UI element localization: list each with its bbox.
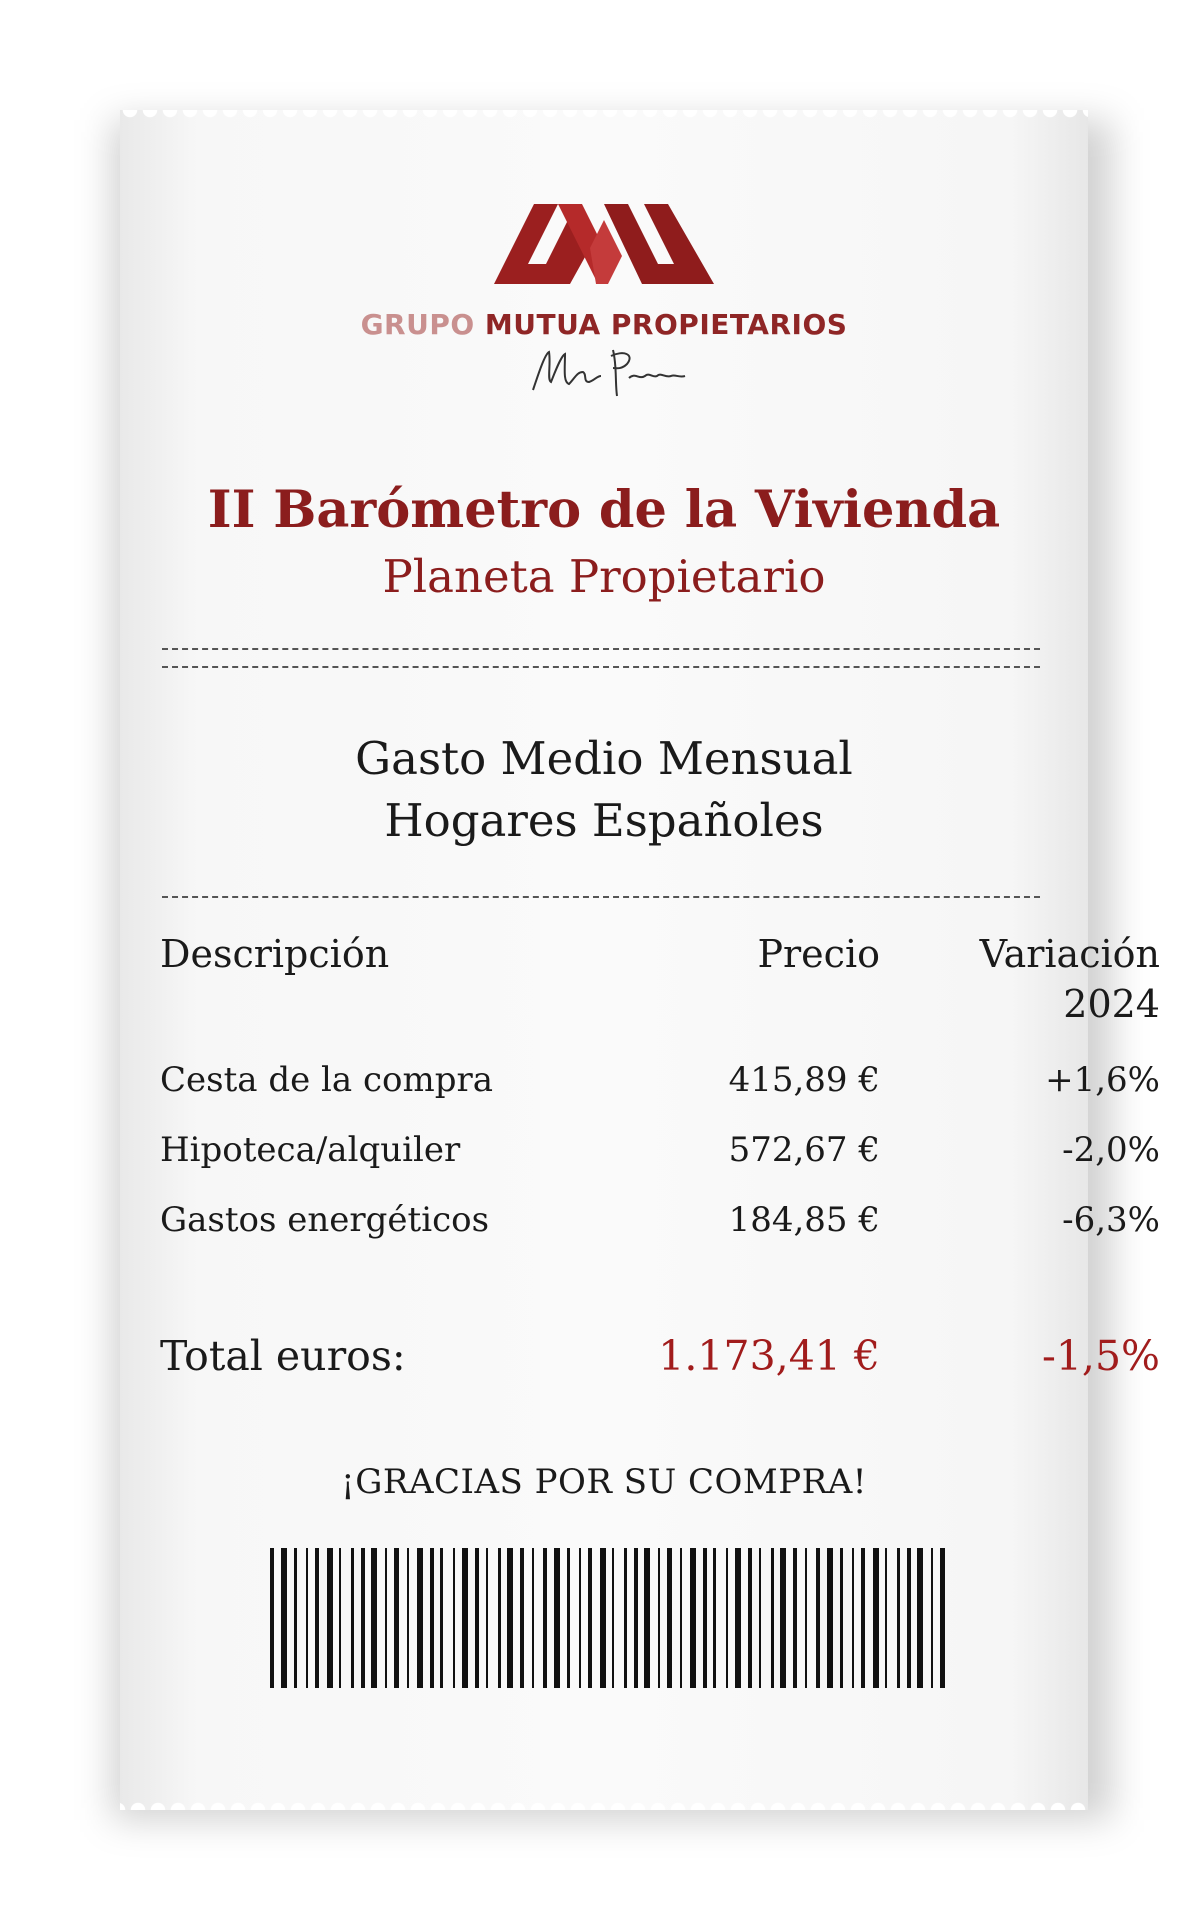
section-heading-line2: Hogares Españoles <box>384 794 824 847</box>
divider <box>162 666 1040 668</box>
brand-name <box>120 308 1088 341</box>
row-variation: +1,6% <box>1045 1060 1160 1100</box>
row-description: Gastos energéticos <box>160 1200 490 1240</box>
receipt-top-edge <box>120 110 1088 124</box>
row-description: Hipoteca/alquiler <box>160 1130 461 1170</box>
column-header-description: Descripción <box>160 932 390 976</box>
mutua-logo-icon <box>120 196 1088 286</box>
section-heading <box>120 728 1088 852</box>
thanks-message: ¡GRACIAS POR SU COMPRA! <box>341 1462 867 1502</box>
column-header-variation: Variación <box>979 932 1160 976</box>
row-variation: -2,0% <box>1062 1130 1160 1170</box>
total-variation: -1,5% <box>1041 1332 1160 1380</box>
row-description: Cesta de la compra <box>160 1060 494 1100</box>
page-subtitle: Planeta Propietario <box>382 550 826 603</box>
column-header-variation-year: 2024 <box>1063 982 1160 1026</box>
total-price: 1.173,41 € <box>658 1332 880 1380</box>
page-title: II Barómetro de la Vivienda <box>207 480 1001 540</box>
row-price: 572,67 € <box>728 1130 880 1170</box>
divider <box>162 648 1040 650</box>
receipt <box>120 110 1160 1810</box>
total-label: Total euros: <box>160 1332 406 1380</box>
row-price: 415,89 € <box>728 1060 880 1100</box>
row-variation: -6,3% <box>1062 1200 1160 1240</box>
signature-mark <box>525 342 695 406</box>
brand-prefix: GRUPO <box>360 308 475 341</box>
divider <box>162 896 1040 898</box>
row-price: 184,85 € <box>728 1200 880 1240</box>
section-heading-line1: Gasto Medio Mensual <box>355 732 853 785</box>
brand-main: MUTUA PROPIETARIOS <box>484 308 848 341</box>
barcode-icon <box>270 1548 948 1688</box>
receipt-bottom-edge <box>120 1796 1088 1810</box>
column-header-price: Precio <box>757 932 880 976</box>
